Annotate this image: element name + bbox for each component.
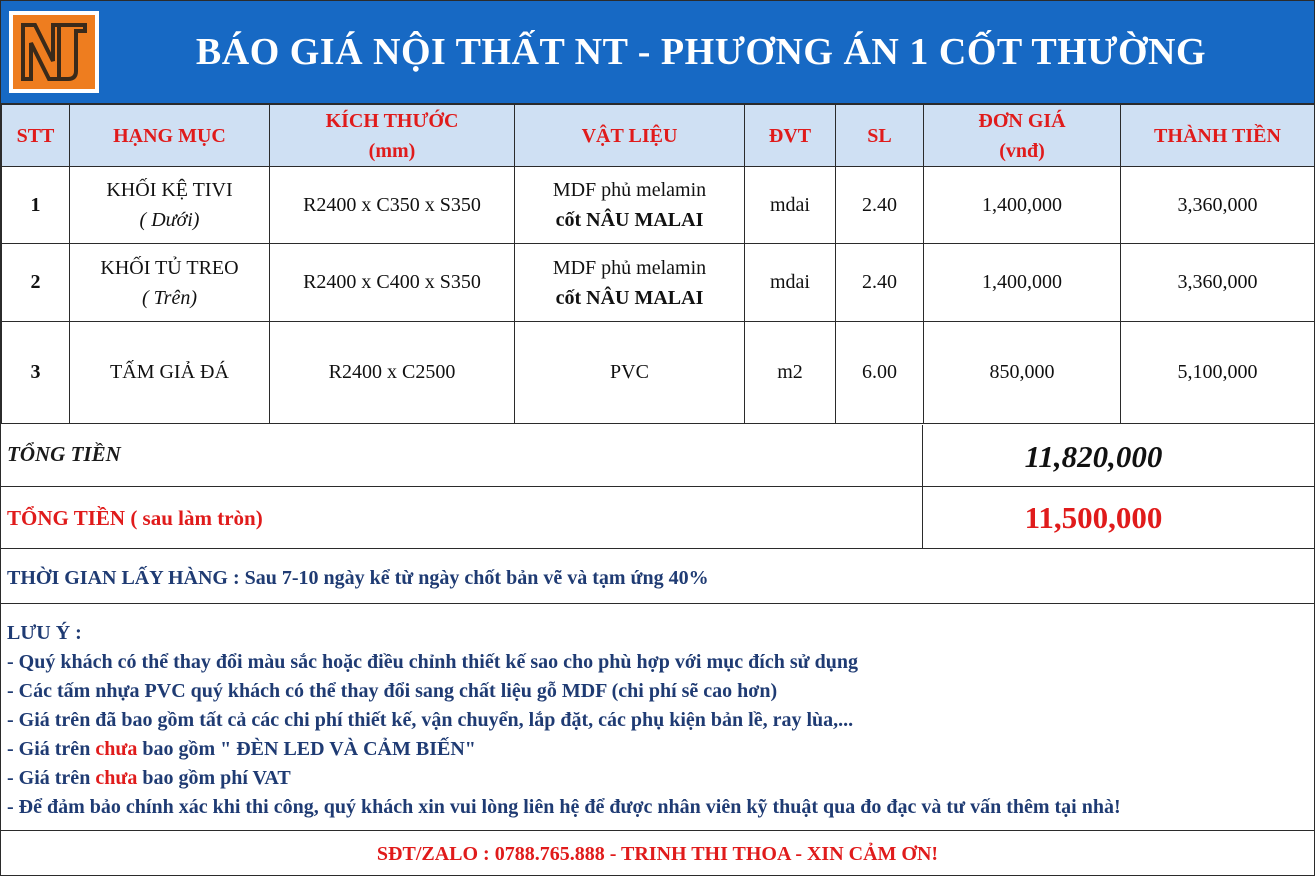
nt-logo [9, 11, 99, 93]
note-text: bao gồm phí VAT [137, 767, 291, 789]
col-header-qty: SL [836, 105, 924, 167]
cell-qty: 2.40 [836, 244, 924, 322]
col-header-size-line2: (mm) [368, 139, 416, 162]
cell-material: PVC [515, 322, 745, 424]
nt-logo-icon [13, 15, 95, 89]
col-header-size [270, 105, 515, 167]
cell-material-line2: cốt NÂU MALAI [555, 286, 704, 309]
delivery-time: THỜI GIAN LẤY HÀNG : Sau 7-10 ngày kể từ ngày chốt bản vẽ và tạm ứng 40% [1, 549, 1314, 604]
cell-item [70, 244, 270, 322]
note-line [7, 764, 1314, 793]
cell-item [70, 167, 270, 244]
cell-item-name: KHỐI TỦ TREO [100, 256, 239, 279]
rounded-total-value: 11,500,000 [1024, 500, 1163, 535]
col-header-price-line2: (vnđ) [999, 139, 1045, 162]
cell-material-line1: MDF phủ melamin [552, 179, 707, 201]
rounded-total-row [1, 487, 1314, 549]
total-value: 11,820,000 [1024, 439, 1163, 474]
cell-unit: mdai [745, 167, 836, 244]
cell-item-sub: ( Dưới) [139, 209, 200, 231]
cell-total: 3,360,000 [1121, 244, 1315, 322]
col-header-size-line1: KÍCH THƯỚC [325, 109, 459, 132]
notes-heading: LƯU Ý : [7, 622, 82, 644]
note-text: - Giá trên [7, 767, 96, 789]
col-header-unit: ĐVT [745, 105, 836, 167]
col-header-item: HẠNG MỤC [70, 105, 270, 167]
cell-stt: 1 [2, 167, 70, 244]
note-text: - Giá trên [7, 738, 96, 760]
note-highlight: chưa [95, 738, 138, 760]
table-row [2, 167, 1315, 244]
contact-footer: SĐT/ZALO : 0788.765.888 - TRINH THI THOA - XIN CẢM ƠN! [376, 843, 939, 865]
cell-stt: 2 [2, 244, 70, 322]
rounded-total-label: TỔNG TIỀN ( sau làm tròn) [7, 506, 263, 530]
table-header-row [2, 105, 1315, 167]
title-banner [1, 1, 1314, 104]
col-header-price-line1: ĐƠN GIÁ [978, 109, 1066, 132]
cell-qty: 2.40 [836, 167, 924, 244]
total-label: TỔNG TIỀN [7, 442, 121, 466]
note-highlight: chưa [95, 767, 138, 789]
col-header-price [924, 105, 1121, 167]
cell-size: R2400 x C2500 [270, 322, 515, 424]
col-header-stt: STT [2, 105, 70, 167]
page-title: BÁO GIÁ NỘI THẤT NT - PHƯƠNG ÁN 1 CỐT THƯỜNG [195, 31, 1207, 73]
cell-total: 3,360,000 [1121, 167, 1315, 244]
note-line: - Các tấm nhựa PVC quý khách có thể thay đổi sang chất liệu gỗ MDF (chi phí sẽ cao hơn) [7, 680, 778, 702]
cell-stt: 3 [2, 322, 70, 424]
note-text: bao gồm " ĐÈN LED VÀ CẢM BIẾN" [137, 738, 476, 760]
cell-size: R2400 x C400 x S350 [270, 244, 515, 322]
total-row [1, 425, 1314, 487]
cell-unit: mdai [745, 244, 836, 322]
cell-material [515, 244, 745, 322]
cell-material-line2: cốt NÂU MALAI [555, 209, 704, 231]
note-line: - Giá trên đã bao gồm tất cả các chi phí thiết kế, vận chuyển, lắp đặt, các phụ kiện bản lề, ray lùa,... [7, 709, 854, 731]
cell-material-line1: MDF phủ melamin [552, 256, 707, 279]
cell-unit: m2 [745, 322, 836, 424]
quote-table [1, 104, 1315, 424]
note-line [7, 735, 1314, 764]
cell-item-name: KHỐI KỆ TIVI [106, 179, 233, 201]
table-row [2, 322, 1315, 424]
col-header-material: VẬT LIỆU [515, 105, 745, 167]
note-line: - Quý khách có thể thay đổi màu sắc hoặc điều chỉnh thiết kế sao cho phù hợp với mục đích sử dụng [7, 651, 858, 673]
table-row [2, 244, 1315, 322]
cell-size: R2400 x C350 x S350 [270, 167, 515, 244]
cell-total: 5,100,000 [1121, 322, 1315, 424]
col-header-total: THÀNH TIỀN [1121, 105, 1315, 167]
note-line: - Để đảm bảo chính xác khi thi công, quý khách xin vui lòng liên hệ để được nhân viên kỹ thuật qua đo đạc và tư vấn thêm tại nhà! [7, 796, 1121, 818]
cell-material [515, 167, 745, 244]
cell-price: 850,000 [924, 322, 1121, 424]
cell-price: 1,400,000 [924, 244, 1121, 322]
cell-item-sub: ( Trên) [142, 286, 197, 309]
cell-price: 1,400,000 [924, 167, 1121, 244]
notes-section [1, 605, 1314, 831]
cell-item: TẤM GIẢ ĐÁ [70, 322, 270, 424]
cell-qty: 6.00 [836, 322, 924, 424]
